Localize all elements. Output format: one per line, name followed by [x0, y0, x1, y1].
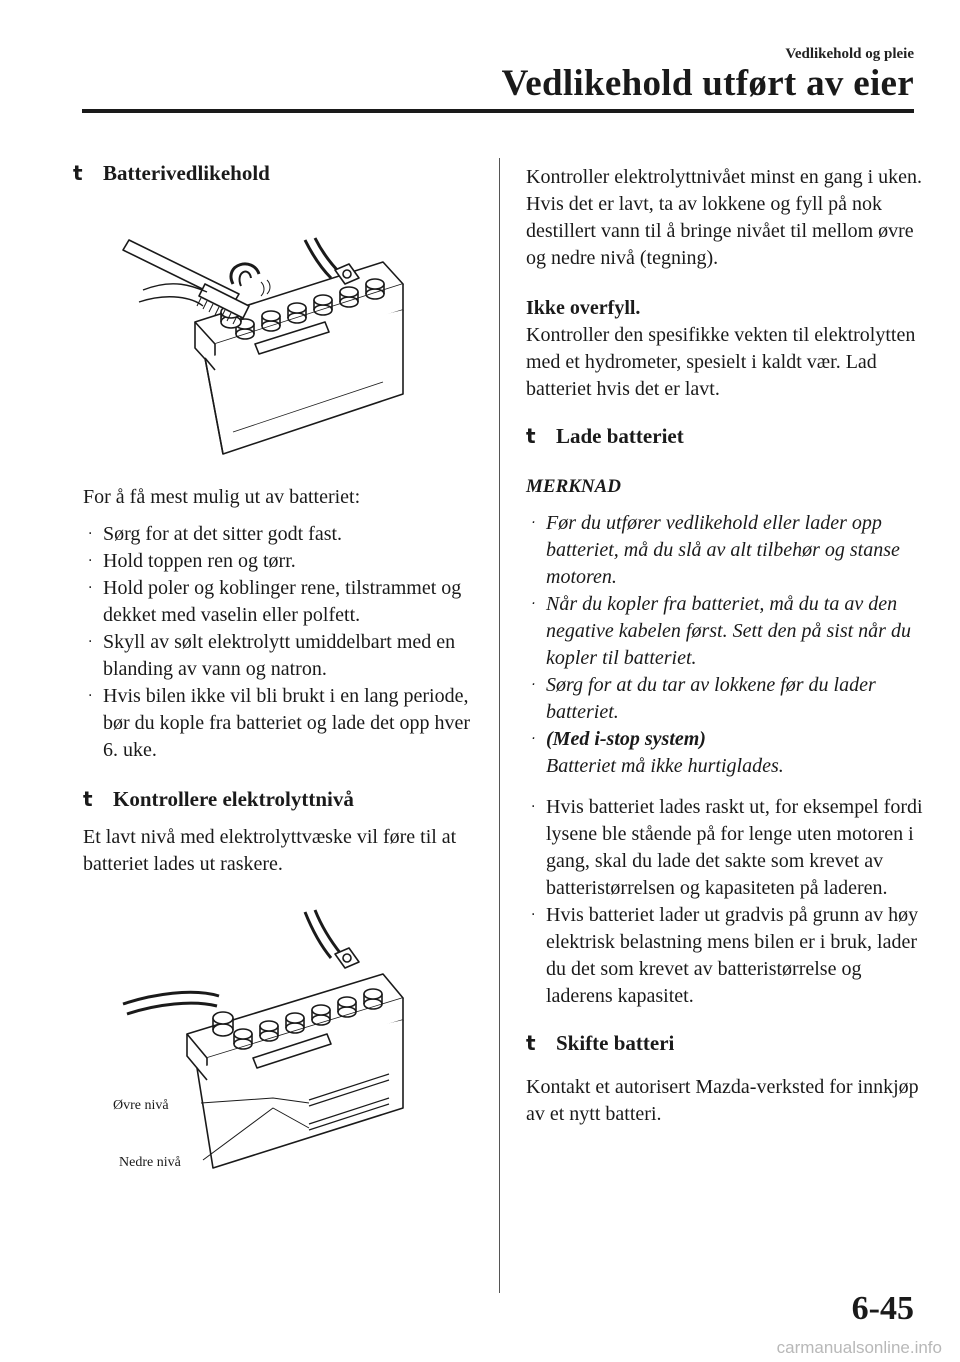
bullet-icon: · — [88, 634, 93, 650]
bullet-icon: · — [531, 799, 536, 815]
bullet-icon: · — [88, 553, 93, 569]
heading-text: Skifte batteri — [556, 1031, 675, 1055]
list-item: · Sørg for at du tar av lokkene før du lader batteriet. — [531, 674, 876, 723]
bullet-icon: · — [88, 688, 93, 704]
section-marker-icon: t — [526, 1031, 536, 1055]
header-rule — [82, 109, 914, 113]
electrolyte-text: Et lavt nivå med elektrolyttvæske vil føre til at batteriet lades ut raskere. — [83, 826, 457, 875]
list-item — [526, 726, 926, 780]
heading-text: Kontrollere elektrolyttnivå — [113, 787, 354, 811]
list-item: · Før du utfører vedlikehold eller lader opp batteriet, må du slå av alt tilbehør og stanse motoren. — [531, 512, 900, 588]
right-column — [526, 158, 926, 1128]
bullet-icon: · — [88, 580, 93, 596]
battery-cleaning-figure — [83, 194, 473, 464]
bullet-icon: · — [88, 526, 93, 542]
list-item: · Sørg for at det sitter godt fast. — [83, 521, 473, 548]
no-overfill-warning: Ikke overfyll. — [526, 297, 641, 319]
watermark: carmanualsonline.info — [776, 1338, 942, 1357]
section-heading-replace-battery — [526, 1028, 926, 1058]
bullet-icon: · — [531, 731, 536, 747]
bullet-icon: · — [531, 515, 536, 531]
section-marker-icon: t — [526, 424, 536, 448]
note-label: MERKNAD — [526, 476, 622, 497]
check-level-text: Kontroller elektrolyttnivået minst en gang i uken. Hvis det er lavt, ta av lokkene og fyll på nok destillert vann til å bringe nivået til mellom øvre og nedre nivå (tegning). — [526, 166, 923, 269]
electrolyte-level-figure — [83, 898, 473, 1188]
istop-text: Batteriet må ikke hurtiglades. — [546, 755, 784, 777]
chapter-title: Vedlikehold og pleie — [785, 46, 914, 62]
list-item: · Hvis bilen ikke vil bli brukt i en lang periode, bør du kople fra batteriet og lade det opp hver 6. uke. — [88, 685, 471, 761]
list-item: · Hvis batteriet lades raskt ut, for eksempel fordi lysene ble stående på for lenge uten motoren i gang, skal du lade det sakte som krevet av batteristørrelsen og kapasiteten på laderen. — [531, 796, 923, 899]
section-heading-charging — [526, 421, 926, 451]
list-item: · Hold poler og koblinger rene, tilstrammet og dekket med vaselin eller polfett. — [88, 577, 462, 626]
lower-level-label: Nedre nivå — [119, 1155, 181, 1170]
page-title: Vedlikehold utført av eier — [501, 63, 914, 104]
column-divider — [499, 158, 500, 1293]
bullet-icon: · — [531, 677, 536, 693]
page-number: 6-45 — [851, 1290, 914, 1327]
section-marker-icon: t — [73, 161, 83, 185]
bullet-icon: · — [531, 907, 536, 923]
list-item: · Når du kopler fra batteriet, må du ta av den negative kabelen først. Sett den på sist når du kopler til batteriet. — [531, 593, 911, 669]
specific-gravity-text: Kontroller den spesifikke vekten til elektrolytten med et hydrometer, spesielt i kaldt vær. Lad batteriet hvis det er lavt. — [526, 324, 916, 400]
battery-intro: For å få mest mulig ut av batteriet: — [83, 486, 361, 508]
section-marker-icon: t — [83, 787, 93, 811]
left-column — [73, 158, 473, 1188]
battery-tips-list — [83, 521, 473, 764]
charging-notes-list — [526, 510, 926, 780]
list-item: · Skyll av sølt elektrolytt umiddelbart med en blanding av vann og natron. — [88, 631, 456, 680]
upper-level-label: Øvre nivå — [113, 1098, 169, 1113]
charging-bullets-list — [526, 794, 926, 1010]
list-item: · Hold toppen ren og tørr. — [83, 548, 473, 575]
list-item: · Hvis batteriet lader ut gradvis på grunn av høy elektrisk belastning mens bilen er i bruk, lader du det som krevet av batteristørrelse og laderens kapasitet. — [531, 904, 919, 1007]
heading-text: Lade batteriet — [556, 424, 684, 448]
istop-title: (Med i-stop system) — [546, 728, 706, 750]
section-heading-check-electrolyte — [83, 784, 473, 814]
section-heading-battery-maintenance — [73, 158, 473, 188]
replace-battery-text: Kontakt et autorisert Mazda-verksted for innkjøp av et nytt batteri. — [526, 1076, 919, 1125]
heading-text: Batterivedlikehold — [103, 161, 270, 185]
bullet-icon: · — [531, 596, 536, 612]
